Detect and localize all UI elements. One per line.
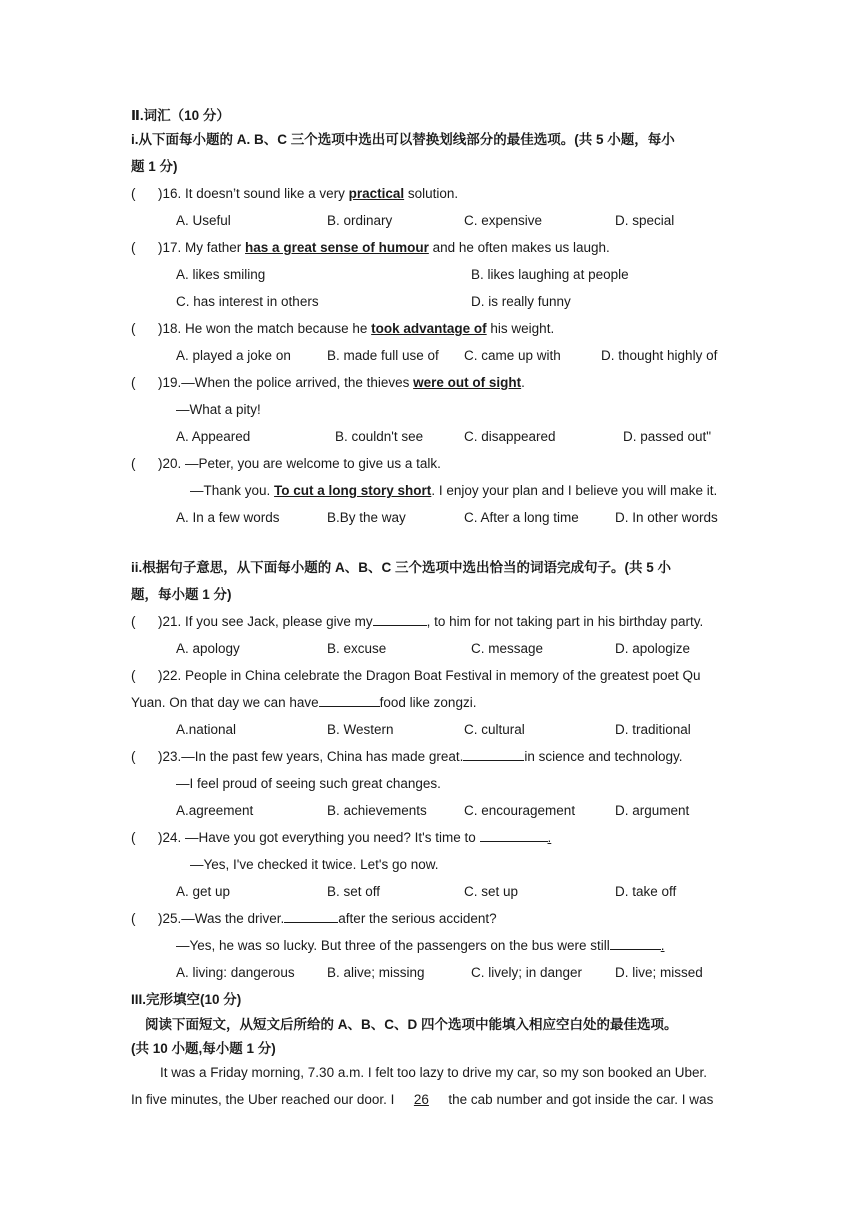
q22-option-b: B. Western xyxy=(327,722,394,737)
q18-underlined: took advantage of xyxy=(371,321,487,336)
q16-stem-b: solution. xyxy=(404,186,459,201)
q17-option-a: A. likes smiling xyxy=(176,267,266,282)
q23-paren: ( xyxy=(131,749,136,764)
q17-option-b: B. likes laughing at people xyxy=(471,267,629,282)
q22-line2-b: food like zongzi. xyxy=(379,695,477,710)
q21-stem-b: , to him for not taking part in his birthday party. xyxy=(426,614,704,629)
q24-paren: ( xyxy=(131,830,136,845)
q19-stem-b: . xyxy=(521,375,525,390)
q20-option-d: D. In other words xyxy=(615,510,718,525)
q20-stem: )20. —Peter, you are welcome to give us a talk. xyxy=(158,456,441,471)
q18-option-d: D. thought highly of xyxy=(601,348,718,363)
q25-option-a: A. living: dangerous xyxy=(176,965,295,980)
q24-option-a: A. get up xyxy=(176,884,231,899)
q22-stem-line2 xyxy=(131,694,476,712)
q19-stem-a: )19.—When the police arrived, the thieves xyxy=(158,375,414,390)
passage-line-2 xyxy=(131,1091,713,1109)
q19-paren: ( xyxy=(131,375,136,390)
section-2-title: Ⅱ.词汇（10 分） xyxy=(131,108,230,123)
q22-option-c: C. cultural xyxy=(464,722,525,737)
q21-option-c: C. message xyxy=(471,641,544,656)
q25-stem xyxy=(158,910,497,928)
q18-stem xyxy=(158,320,554,338)
q16-underlined: practical xyxy=(348,186,405,201)
q18-stem-a: )18. He won the match because he xyxy=(158,321,372,336)
q17-stem xyxy=(158,239,610,257)
part-ii-instruction-line2: 题，每小题 1 分) xyxy=(131,587,232,602)
q20-paren: ( xyxy=(131,456,136,471)
q25-stem-b: after the serious accident? xyxy=(338,911,497,926)
q21-option-d: D. apologize xyxy=(615,641,691,656)
q17-stem-a: )17. My father xyxy=(158,240,246,255)
q24-option-c: C. set up xyxy=(464,884,519,899)
q22-option-a: A.national xyxy=(176,722,237,737)
q18-option-b: B. made full use of xyxy=(327,348,439,363)
part-i-instruction-line1: i.从下面每小题的 A. B、C 三个选项中选出可以替换划线部分的最佳选项。(共 5 小题，每小 xyxy=(131,132,675,147)
q24-stem xyxy=(158,829,551,847)
q21-stem xyxy=(158,613,703,631)
q17-option-c: C. has interest in others xyxy=(176,294,319,309)
q16-option-a: A. Useful xyxy=(176,213,231,228)
q23-reply: —I feel proud of seeing such great changes. xyxy=(176,776,441,791)
q23-blank xyxy=(463,748,524,761)
q22-blank xyxy=(319,694,380,707)
q25-stem-a: )25.—Was the driver. xyxy=(158,911,285,926)
q23-stem xyxy=(158,748,683,766)
q25-option-b: B. alive; missing xyxy=(327,965,425,980)
part-i-instruction-line2: 题 1 分) xyxy=(131,159,178,174)
q17-paren: ( xyxy=(131,240,136,255)
q21-blank xyxy=(373,613,427,626)
part-ii-instruction-line1: ii.根据句子意思，从下面每小题的 A、B、C 三个选项中选出恰当的词语完成句子。(共 5 小 xyxy=(131,560,672,575)
q22-option-d: D. traditional xyxy=(615,722,691,737)
passage-line-1: It was a Friday morning, 7.30 a.m. I felt too lazy to drive my car, so my son booked an Uber. xyxy=(160,1065,707,1080)
q21-paren: ( xyxy=(131,614,136,629)
q16-option-b: B. ordinary xyxy=(327,213,393,228)
q25-option-c: C. lively; in danger xyxy=(471,965,583,980)
passage-blank-26: 26 xyxy=(413,1092,429,1107)
q20-reply-a: —Thank you. xyxy=(190,483,275,498)
q24-option-b: B. set off xyxy=(327,884,381,899)
q25-reply xyxy=(176,937,665,955)
q24-option-d: D. take off xyxy=(615,884,677,899)
q24-blank xyxy=(480,829,548,842)
q19-underlined: were out of sight xyxy=(413,375,522,390)
q19-option-a: A. Appeared xyxy=(176,429,251,444)
q17-option-d: D. is really funny xyxy=(471,294,571,309)
q23-option-c: C. encouragement xyxy=(464,803,576,818)
q20-option-c: C. After a long time xyxy=(464,510,579,525)
q16-stem-a: )16. It doesn’t sound like a very xyxy=(158,186,349,201)
q19-stem xyxy=(158,374,525,392)
q25-blank-1 xyxy=(284,910,338,923)
q23-stem-b: in science and technology. xyxy=(524,749,683,764)
q24-reply: —Yes, I've checked it twice. Let's go now. xyxy=(190,857,439,872)
q23-option-b: B. achievements xyxy=(327,803,427,818)
q21-option-b: B. excuse xyxy=(327,641,387,656)
q16-option-c: C. expensive xyxy=(464,213,543,228)
q22-paren: ( xyxy=(131,668,136,683)
passage-line-2-a: In five minutes, the Uber reached our door. I xyxy=(131,1092,395,1107)
q17-stem-b: and he often makes us laugh. xyxy=(428,240,610,255)
q23-stem-a: )23.—In the past few years, China has made great. xyxy=(158,749,464,764)
q16-stem xyxy=(158,185,458,203)
q19-reply: —What a pity! xyxy=(176,402,261,417)
section-3-title: III.完形填空(10 分) xyxy=(131,992,242,1007)
section-3-instruction-line2: (共 10 小题,每小题 1 分) xyxy=(131,1041,276,1056)
q25-reply-a: —Yes, he was so lucky. But three of the passengers on the bus were still xyxy=(176,938,610,953)
q18-option-c: C. came up with xyxy=(464,348,561,363)
q20-reply xyxy=(190,482,717,500)
q20-reply-b: . I enjoy your plan and I believe you will make it. xyxy=(431,483,718,498)
q18-stem-b: his weight. xyxy=(486,321,555,336)
q22-stem: )22. People in China celebrate the Dragon Boat Festival in memory of the greatest poet Qu xyxy=(158,668,701,683)
q20-underlined: To cut a long story short xyxy=(274,483,432,498)
q18-paren: ( xyxy=(131,321,136,336)
q25-option-d: D. live; missed xyxy=(615,965,703,980)
q18-option-a: A. played a joke on xyxy=(176,348,291,363)
q20-option-a: A. In a few words xyxy=(176,510,280,525)
q22-line2-a: Yuan. On that day we can have xyxy=(131,695,319,710)
section-3-instruction-line1: 阅读下面短文，从短文后所给的 A、B、C、D 四个选项中能填入相应空白处的最佳选项。 xyxy=(145,1017,678,1032)
q19-option-c: C. disappeared xyxy=(464,429,556,444)
q24-stem-a: )24. —Have you got everything you need? It's time to xyxy=(158,830,480,845)
q23-option-d: D. argument xyxy=(615,803,690,818)
q16-option-d: D. special xyxy=(615,213,675,228)
q23-option-a: A.agreement xyxy=(176,803,254,818)
q21-stem-a: )21. If you see Jack, please give my xyxy=(158,614,373,629)
q21-option-a: A. apology xyxy=(176,641,240,656)
q19-option-d: D. passed out" xyxy=(623,429,712,444)
q25-blank-2 xyxy=(610,937,661,950)
q16-paren: ( xyxy=(131,186,136,201)
q19-option-b: B. couldn't see xyxy=(335,429,424,444)
q25-reply-b: . xyxy=(660,938,665,953)
q24-stem-b: . xyxy=(547,830,552,845)
q17-underlined: has a great sense of humour xyxy=(245,240,429,255)
passage-line-2-b: the cab number and got inside the car. I was xyxy=(448,1092,714,1107)
q20-option-b: B.By the way xyxy=(327,510,406,525)
q25-paren: ( xyxy=(131,911,136,926)
